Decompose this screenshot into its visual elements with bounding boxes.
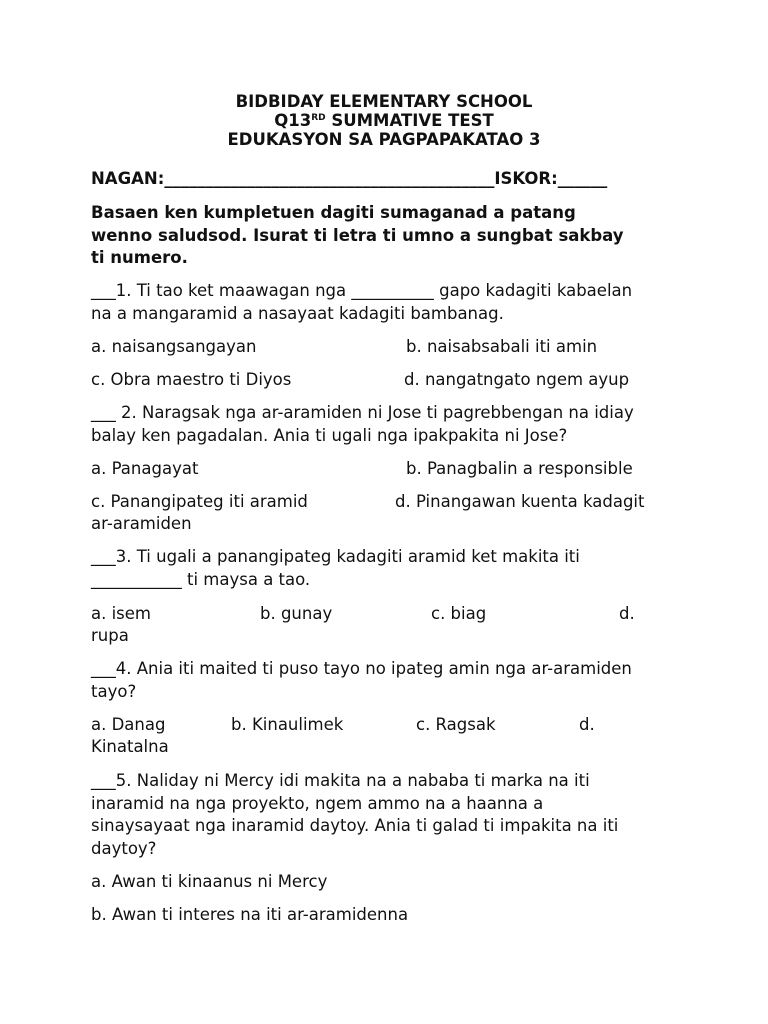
question-3-stem — [91, 546, 691, 591]
question-5-stem — [91, 770, 691, 860]
question-1-choice-b: b. naisabsabali iti amin — [406, 337, 598, 356]
test-title — [0, 111, 768, 130]
question-1-choice-a: a. naisangsangayan — [91, 337, 257, 356]
question-4-choice-c: c. Ragsak — [416, 715, 496, 734]
question-5-choice-b: b. Awan ti interes na iti ar-aramidenna — [91, 905, 409, 924]
question-line: ___4. Ania iti maited ti puso tayo no ipateg amin nga ar-aramiden — [91, 659, 632, 678]
question-line: ___5. Naliday ni Mercy idi makita na a nababa ti marka na iti — [91, 771, 590, 790]
test-title-prefix: Q13 — [274, 111, 312, 130]
question-2-choice-b: b. Panagbalin a responsible — [406, 459, 633, 478]
question-4-choice-d-continued: Kinatalna — [91, 737, 169, 756]
question-line: daytoy? — [91, 838, 157, 858]
question-3-choice-a: a. isem — [91, 604, 152, 623]
subject-title: EDUKASYON SA PAGPAPAKATAO 3 — [227, 130, 541, 149]
question-3-choice-b: b. gunay — [260, 604, 333, 623]
question-line: ___1. Ti tao ket maawagan nga __________ gapo kadagiti kabaelan — [91, 281, 633, 300]
name-label: NAGAN: — [91, 169, 165, 188]
question-5-choice-a: a. Awan ti kinaanus ni Mercy — [91, 872, 328, 891]
question-line: sinaysayaat nga inaramid daytoy. Ania ti galad ti impakita na iti — [91, 816, 619, 835]
question-2-choice-d: d. Pinangawan kuenta kadagit — [395, 492, 645, 511]
question-line: inaramid na nga proyekto, ngem ammo na a haanna a — [91, 793, 544, 813]
question-3-choice-d: d. — [619, 604, 635, 623]
question-line: na a mangaramid a nasayaat kadagiti bambanag. — [91, 303, 504, 323]
question-2-choice-c: c. Panangipateg iti aramid — [91, 492, 308, 511]
question-line: ___________ ti maysa a tao. — [91, 569, 311, 589]
question-line: ___3. Ti ugali a panangipateg kadagiti aramid ket makita iti — [91, 547, 580, 566]
instructions-line: wenno saludsod. Isurat ti letra ti umno a sungbat sakbay — [91, 225, 624, 245]
question-line: tayo? — [91, 681, 137, 701]
instructions-line: ti numero. — [91, 248, 188, 267]
question-4-choice-a: a. Danag — [91, 715, 166, 734]
question-4-choice-b: b. Kinaulimek — [231, 715, 344, 734]
name-blank: ________________________________________ — [164, 169, 495, 188]
question-4-stem — [91, 658, 691, 703]
question-line: balay ken pagadalan. Ania ti ugali nga ipakpakita ni Jose? — [91, 425, 568, 445]
question-4-choice-d: d. — [579, 715, 595, 734]
question-1-choice-d: d. nangatngato ngem ayup — [404, 370, 630, 389]
question-line: ___ 2. Naragsak nga ar-aramiden ni Jose ti pagrebbengan na idiay — [91, 403, 634, 422]
question-2-choice-d-continued: ar-aramiden — [91, 514, 192, 533]
test-title-superscript: RD — [311, 113, 326, 123]
score-label: ISKOR: — [494, 169, 558, 188]
instructions — [91, 202, 691, 270]
score-blank: ______ — [557, 169, 608, 188]
question-1-stem — [91, 280, 691, 325]
question-2-stem — [91, 402, 691, 447]
question-3-choice-d-continued: rupa — [91, 626, 129, 645]
question-2-choice-a: a. Panagayat — [91, 459, 199, 478]
question-3-choice-c: c. biag — [431, 604, 487, 623]
instructions-line: Basaen ken kumpletuen dagiti sumaganad a patang — [91, 203, 576, 222]
school-name: BIDBIDAY ELEMENTARY SCHOOL — [235, 92, 533, 111]
test-title-suffix: SUMMATIVE TEST — [325, 111, 494, 130]
document-header — [0, 92, 768, 149]
question-1-choice-c: c. Obra maestro ti Diyos — [91, 370, 292, 389]
name-score-line — [91, 168, 607, 191]
